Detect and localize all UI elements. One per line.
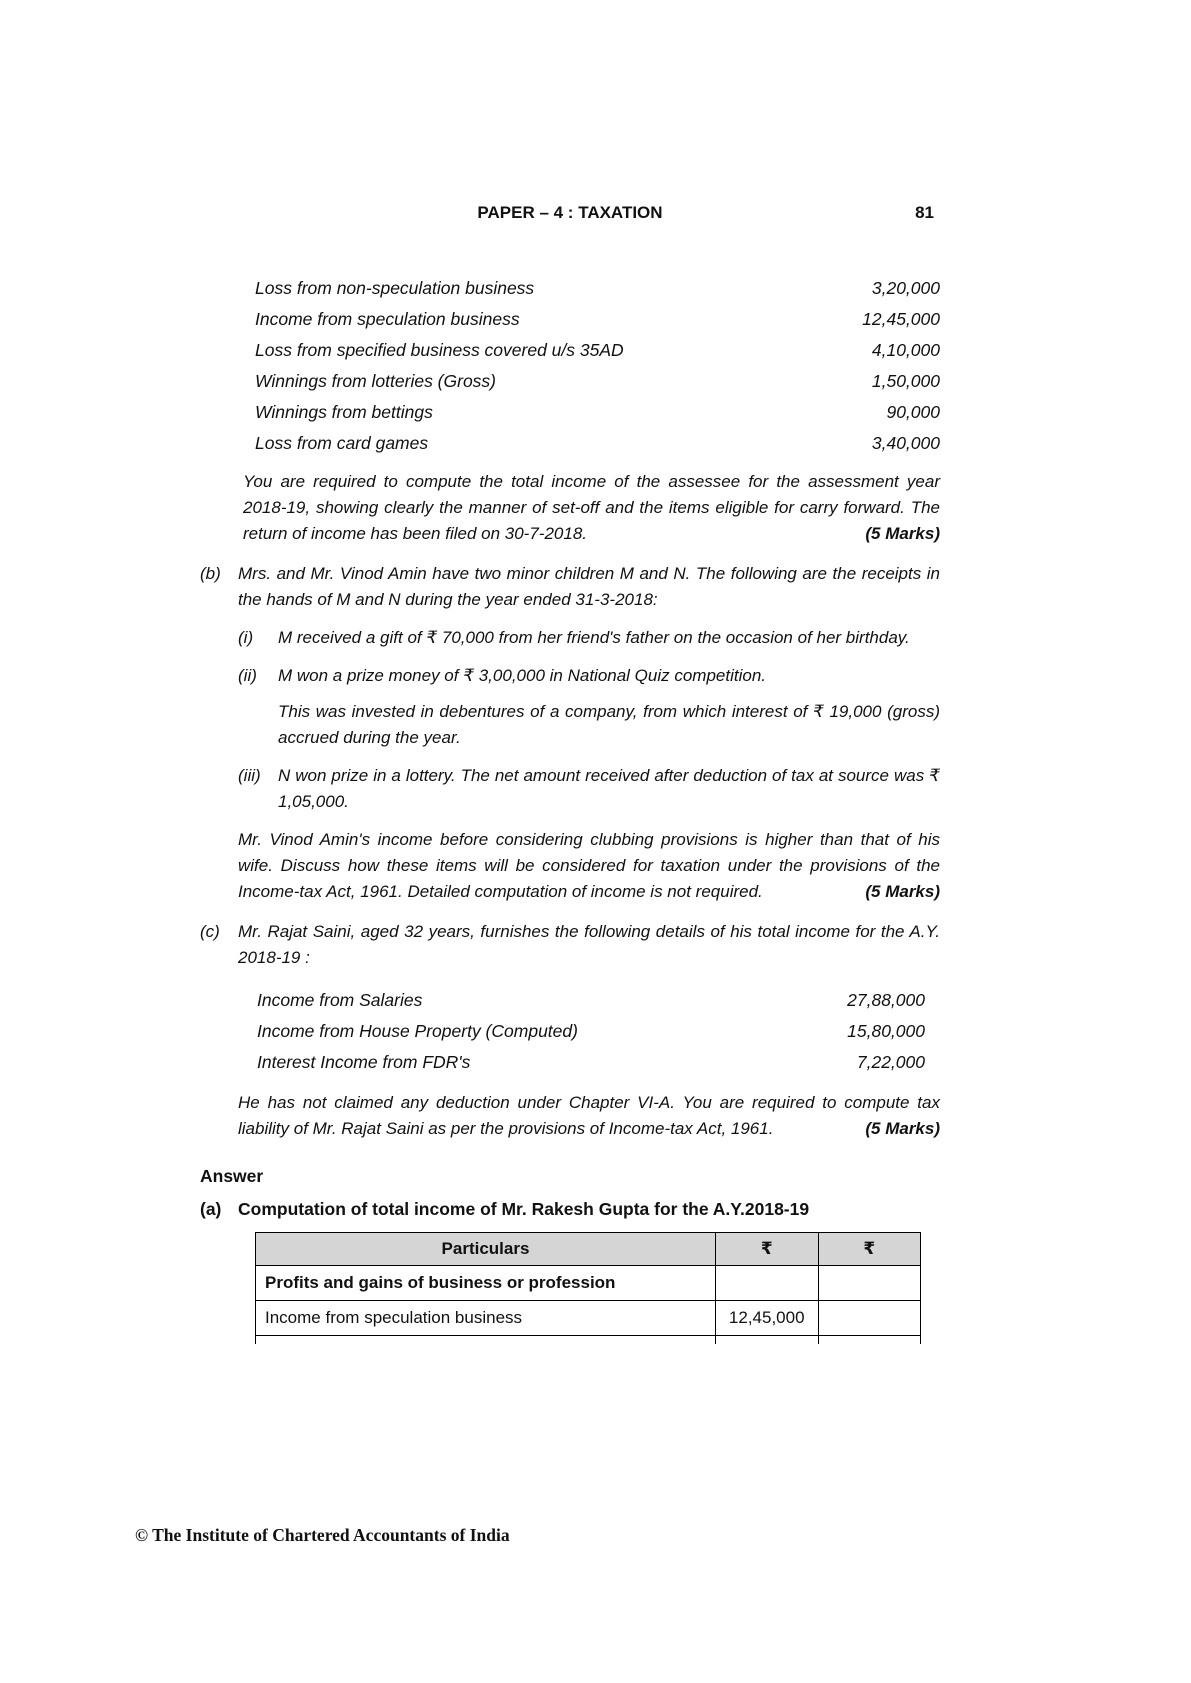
question-b-item-ii (238, 663, 940, 751)
answer-a-title: Computation of total income of Mr. Rakesh Gupta for the A.Y.2018-19 (238, 1199, 810, 1219)
paragraph-text: Mr. Vinod Amin's income before considering clubbing provisions is higher than that of his wife. Discuss how these items will be considered for taxation under the provisions of the Income-tax Act, 1961. Detailed computation of income is not required. (238, 830, 940, 901)
marks-label: (5 Marks) (859, 521, 940, 547)
question-b-requirement (238, 827, 940, 905)
figure-value: 27,88,000 (847, 990, 925, 1010)
figure-row (255, 273, 940, 304)
figure-row (255, 428, 940, 459)
figure-row (257, 985, 925, 1016)
question-b-body (238, 561, 940, 905)
question-b-item-iii (238, 763, 940, 815)
question-b (200, 561, 940, 905)
subitem-text: M won a prize money of ₹ 3,00,000 in National Quiz competition. (278, 666, 767, 685)
page-content (200, 203, 940, 1344)
cell-amount-2 (818, 1266, 921, 1301)
cell-particulars: Income from speculation business (256, 1301, 716, 1336)
figure-label: Income from House Property (Computed) (257, 1021, 578, 1041)
cell-amount-1: 12,45,000 (716, 1301, 819, 1336)
figure-label: Loss from specified business covered u/s 35AD (255, 340, 624, 360)
question-c (200, 919, 940, 1142)
figure-value: 7,22,000 (856, 1052, 925, 1072)
figure-row (255, 397, 940, 428)
cell-amount-1 (716, 1266, 819, 1301)
question-a-figures (200, 273, 940, 459)
figure-row (255, 335, 940, 366)
figure-row (255, 366, 940, 397)
paragraph-text: He has not claimed any deduction under Chapter VI-A. You are required to compute tax liability of Mr. Rajat Saini as per the provisions of Income-tax Act, 1961. (238, 1093, 940, 1138)
column-header-rupee-1: ₹ (716, 1233, 819, 1266)
figure-label: Loss from card games (255, 433, 429, 453)
table-row (256, 1301, 921, 1336)
cell-empty (818, 1336, 921, 1344)
figure-row (257, 1016, 925, 1047)
page-number: 81 (915, 203, 934, 222)
answer-table (255, 1232, 921, 1344)
figure-label: Winnings from bettings (255, 402, 433, 422)
figure-value: 12,45,000 (862, 309, 940, 329)
figure-value: 4,10,000 (871, 340, 940, 360)
figure-label: Income from Salaries (257, 990, 423, 1010)
table-row-truncated (256, 1336, 921, 1344)
paragraph-text: You are required to compute the total income of the assessee for the assessment year 2018-19, showing clearly the manner of set-off and the items eligible for carry forward. The return of income has been filed on 30-7-2018. (243, 472, 940, 543)
figure-label: Winnings from lotteries (Gross) (255, 371, 497, 391)
figure-row (255, 304, 940, 335)
page-header (200, 203, 940, 227)
subitem-text: M received a gift of ₹ 70,000 from her friend's father on the occasion of her birthday. (278, 628, 910, 647)
subitem-extra-text: This was invested in debentures of a company, from which interest of ₹ 19,000 (gross) accrued during the year. (278, 702, 940, 747)
question-b-item-i (238, 625, 940, 651)
figure-label: Loss from non-speculation business (255, 278, 535, 298)
question-c-intro: Mr. Rajat Saini, aged 32 years, furnishes the following details of his total income for the A.Y. 2018-19 : (238, 922, 940, 967)
figure-row (257, 1047, 925, 1078)
subitem-number: (ii) (238, 666, 257, 685)
question-b-label: (b) (200, 564, 221, 583)
marks-label: (5 Marks) (859, 879, 940, 905)
question-c-figures (257, 985, 940, 1078)
marks-label: (5 Marks) (859, 1116, 940, 1142)
question-c-requirement (238, 1090, 940, 1142)
subitem-number: (iii) (238, 766, 261, 785)
figure-value: 90,000 (886, 402, 940, 422)
answer-a-label: (a) (200, 1199, 222, 1219)
answer-a-title-line (200, 1199, 940, 1220)
cell-amount-2 (818, 1301, 921, 1336)
column-header-particulars: Particulars (256, 1233, 716, 1266)
column-header-rupee-2: ₹ (818, 1233, 921, 1266)
paper-title: PAPER – 4 : TAXATION (477, 203, 663, 222)
cell-empty (256, 1336, 716, 1344)
figure-label: Income from speculation business (255, 309, 520, 329)
subitem-body (278, 763, 940, 815)
cell-particulars: Profits and gains of business or profession (256, 1266, 716, 1301)
question-b-intro: Mrs. and Mr. Vinod Amin have two minor children M and N. The following are the receipts in the hands of M and N during the year ended 31-3-2018: (238, 564, 940, 609)
subitem-number: (i) (238, 628, 254, 647)
subitem-text: N won prize in a lottery. The net amount received after deduction of tax at source was ₹ 1,05,000. (278, 766, 940, 811)
question-a-requirement (243, 469, 940, 547)
figure-value: 3,20,000 (871, 278, 940, 298)
question-c-label: (c) (200, 922, 220, 941)
cell-empty (716, 1336, 819, 1344)
copyright-footer: © The Institute of Chartered Accountants of India (135, 1525, 510, 1545)
question-c-body (238, 919, 940, 1142)
subitem-body (278, 625, 940, 651)
subitem-body (278, 663, 940, 751)
figure-value: 3,40,000 (871, 433, 940, 453)
answer-heading: Answer (200, 1166, 264, 1186)
figure-value: 15,80,000 (847, 1021, 925, 1041)
figure-value: 1,50,000 (871, 371, 940, 391)
figure-label: Interest Income from FDR's (257, 1052, 471, 1072)
table-header-row (256, 1233, 921, 1266)
table-row (256, 1266, 921, 1301)
